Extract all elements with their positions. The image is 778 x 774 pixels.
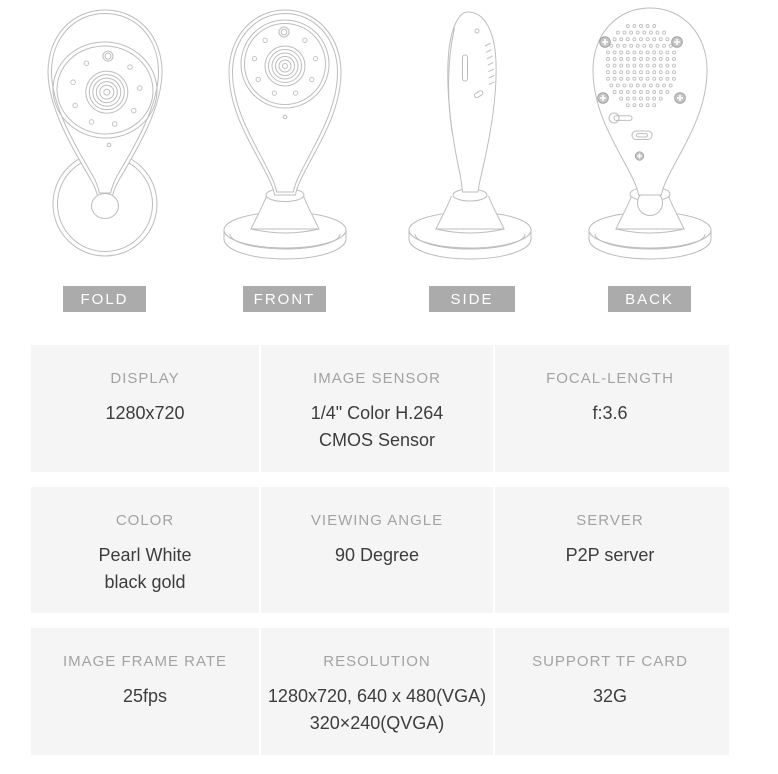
camera-view-back (570, 6, 730, 270)
spec-value-line: 1280x720, 640 x 480(VGA) (267, 686, 487, 706)
spec-label: SERVER (576, 512, 644, 529)
camera-view-fold (25, 6, 185, 270)
spec-value (31, 542, 259, 596)
spec-cell-image-sensor (261, 345, 495, 472)
spec-label: COLOR (115, 512, 175, 529)
spec-row-3 (31, 628, 729, 755)
spec-value (495, 683, 725, 710)
view-label-front: FRONT (243, 286, 326, 312)
spec-value-line: P2P server (565, 545, 655, 565)
spec-label: IMAGE SENSOR (313, 370, 441, 387)
spec-cell-display (31, 345, 261, 472)
spec-value (261, 683, 493, 737)
view-label-back: BACK (608, 286, 691, 312)
camera-view-front (205, 6, 365, 270)
spec-value-line: Pearl White (98, 545, 192, 565)
spec-label: FOCAL-LENGTH (546, 370, 674, 387)
spec-value-line: 32G (592, 686, 628, 706)
spec-value-line: 90 Degree (334, 545, 420, 565)
spec-row-2 (31, 487, 729, 613)
spec-value-line: 1280x720 (105, 403, 185, 423)
spec-label: DISPLAY (110, 370, 180, 387)
spec-value-line: CMOS Sensor (318, 430, 436, 450)
spec-row-1 (31, 345, 729, 472)
camera-back-illustration (570, 6, 730, 270)
spec-value (261, 542, 493, 569)
spec-cell-server (495, 487, 725, 613)
camera-view-side (390, 6, 550, 270)
view-label-side: SIDE (429, 286, 515, 312)
spec-value (261, 400, 493, 454)
camera-side-illustration (390, 6, 550, 270)
spec-cell-support-tf-card (495, 628, 725, 755)
view-label-fold: FOLD (63, 286, 146, 312)
spec-value (495, 542, 725, 569)
spec-value (31, 400, 259, 427)
spec-label: SUPPORT TF CARD (532, 653, 688, 670)
spec-cell-image-frame-rate (31, 628, 261, 755)
spec-cell-resolution (261, 628, 495, 755)
spec-label: IMAGE FRAME RATE (62, 653, 228, 670)
spec-cell-color (31, 487, 261, 613)
spec-value-line: black gold (104, 572, 186, 592)
camera-fold-illustration (25, 6, 185, 270)
camera-front-illustration (205, 6, 365, 270)
spec-value (495, 400, 725, 427)
spec-value-line: 320×240(QVGA) (309, 713, 445, 733)
spec-label: VIEWING ANGLE (310, 512, 444, 529)
spec-value (31, 683, 259, 710)
spec-value-line: 25fps (122, 686, 168, 706)
spec-cell-viewing-angle (261, 487, 495, 613)
spec-cell-focal-length (495, 345, 725, 472)
spec-label: RESOLUTION (323, 653, 431, 670)
spec-value-line: 1/4" Color H.264 (310, 403, 444, 423)
spec-value-line: f:3.6 (592, 403, 628, 423)
